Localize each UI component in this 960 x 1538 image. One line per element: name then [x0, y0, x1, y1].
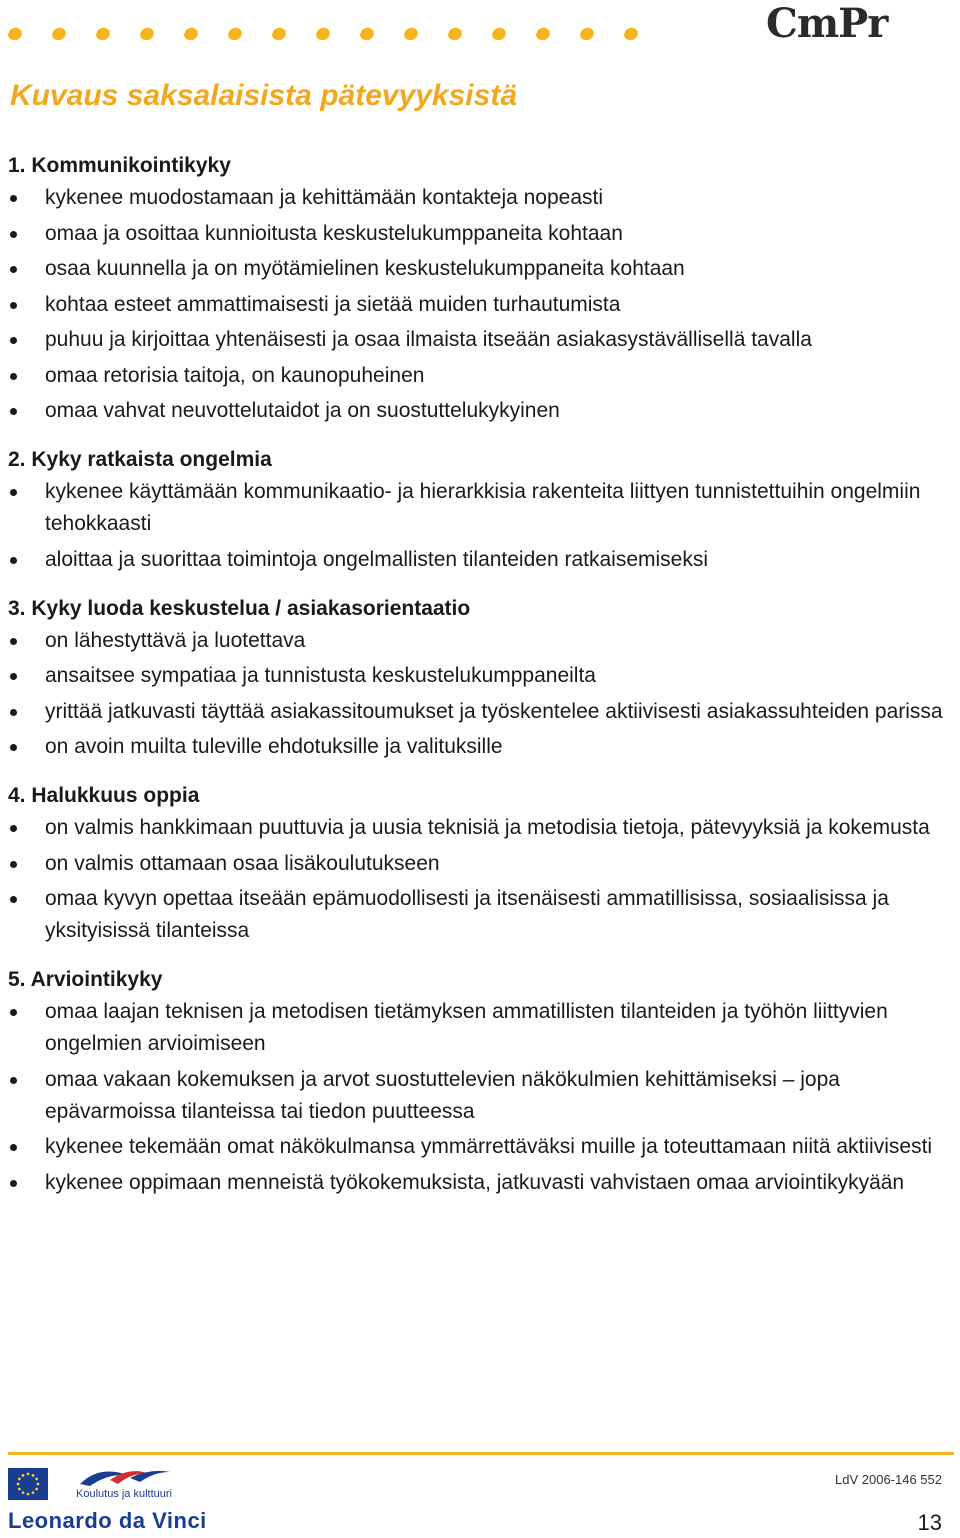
- list-item: omaa laajan teknisen ja metodisen tietämyksen ammatillisten tilanteiden ja työhön liittyvien ongelmien arvioimiseen: [8, 996, 943, 1060]
- footer-divider: [8, 1452, 954, 1455]
- decorative-dot: [446, 26, 464, 42]
- decorative-dot: [358, 26, 376, 42]
- eu-star: [22, 1491, 25, 1494]
- decorative-dot: [314, 26, 332, 42]
- compro-logo: [766, 2, 942, 46]
- decorative-dots: [6, 26, 646, 42]
- bullet-list: [8, 476, 943, 576]
- section: [8, 593, 943, 764]
- section-heading: 3. Kyky luoda keskustelua / asiakasorientaatio: [8, 596, 471, 620]
- list-item: kykenee muodostamaan ja kehittämään kontakteja nopeasti: [8, 182, 943, 214]
- eu-star: [32, 1474, 35, 1477]
- project-code: LdV 2006-146 552: [835, 1472, 942, 1487]
- eu-star: [22, 1474, 25, 1477]
- decorative-dot: [402, 26, 420, 42]
- page-title: Kuvaus saksalaisista pätevyyksistä: [10, 79, 517, 112]
- decorative-dot: [138, 26, 156, 42]
- list-item: kykenee tekemään omat näkökulmansa ymmärrettäväksi muille ja toteuttamaan niitä aktiivisesti: [8, 1131, 943, 1163]
- section-heading: 2. Kyky ratkaista ongelmia: [8, 448, 272, 471]
- section: [8, 150, 943, 427]
- decorative-dot: [490, 26, 508, 42]
- list-item: yrittää jatkuvasti täyttää asiakassitoumukset ja työskentelee aktiivisesti asiakassuhteiden parissa: [8, 696, 943, 728]
- list-item: kykenee käyttämään kommunikaatio- ja hierarkkisia rakenteita liittyen tunnistettuihin ongelmiin tehokkaasti: [8, 476, 943, 540]
- decorative-dot: [578, 26, 596, 42]
- list-item: on valmis hankkimaan puuttuvia ja uusia teknisiä ja metodisia tietoja, pätevyyksiä ja kokemusta: [8, 812, 943, 844]
- eu-star: [27, 1473, 30, 1476]
- bullet-list: [8, 996, 943, 1199]
- bullet-list: [8, 625, 943, 764]
- eu-star: [18, 1488, 21, 1491]
- eu-star: [18, 1478, 21, 1481]
- decorative-dot: [94, 26, 112, 42]
- decorative-dot: [270, 26, 288, 42]
- page-number: 13: [917, 1510, 942, 1535]
- section: [8, 444, 943, 576]
- competence-list: [8, 150, 943, 1216]
- eu-star: [27, 1493, 30, 1496]
- decorative-dot: [50, 26, 68, 42]
- list-item: on avoin muilta tuleville ehdotuksille ja valituksille: [8, 731, 943, 763]
- bullet-list: [8, 812, 943, 947]
- decorative-dot: [182, 26, 200, 42]
- section-heading: 4. Halukkuus oppia: [8, 784, 200, 807]
- list-item: omaa kyvyn opettaa itseään epämuodollisesti ja itsenäisesti ammatillisissa, sosiaalisissa ja yksityisissä tilanteissa: [8, 883, 943, 947]
- eu-star: [35, 1478, 38, 1481]
- eu-flag-icon: [8, 1468, 48, 1500]
- list-item: ansaitsee sympatiaa ja tunnistusta keskustelukumppaneilta: [8, 660, 943, 692]
- program-label: Koulutus ja kulttuuri: [76, 1488, 172, 1500]
- list-item: omaa vakaan kokemuksen ja arvot suostuttelevien näkökulmien kehittämiseksi – jopa epävarmoissa tilanteissa tai tiedon puutteessa: [8, 1064, 943, 1128]
- eu-star: [37, 1483, 40, 1486]
- list-item: kykenee oppimaan menneistä työkokemuksista, jatkuvasti vahvistaen omaa arviointikykyään: [8, 1167, 943, 1199]
- bullet-list: [8, 182, 943, 427]
- list-item: kohtaa esteet ammattimaisesti ja sietää muiden turhautumista: [8, 289, 943, 321]
- list-item: aloittaa ja suorittaa toimintoja ongelmallisten tilanteiden ratkaisemiseksi: [8, 544, 943, 576]
- decorative-dot: [622, 26, 640, 42]
- list-item: on lähestyttävä ja luotettava: [8, 625, 943, 657]
- section-heading: 5. Arviointikyky: [8, 968, 163, 991]
- decorative-dot: [226, 26, 244, 42]
- list-item: osaa kuunnella ja on myötämielinen keskustelukumppaneita kohtaan: [8, 253, 943, 285]
- list-item: omaa vahvat neuvottelutaidot ja on suostuttelukykyinen: [8, 395, 943, 427]
- list-item: on valmis ottamaan osaa lisäkoulutukseen: [8, 848, 943, 880]
- list-item: puhuu ja kirjoittaa yhtenäisesti ja osaa ilmaista itseään asiakasystävällisellä tavalla: [8, 324, 943, 356]
- decorative-dot: [6, 26, 24, 42]
- eu-star: [32, 1491, 35, 1494]
- leonardo-da-vinci-label: Leonardo da Vinci: [8, 1508, 207, 1533]
- eu-star: [17, 1483, 20, 1486]
- section: [8, 964, 943, 1199]
- section: [8, 780, 943, 947]
- decorative-dot: [534, 26, 552, 42]
- list-item: omaa retorisia taitoja, on kaunopuheinen: [8, 360, 943, 392]
- eu-star: [35, 1488, 38, 1491]
- logo-text: CmPr: [766, 0, 888, 47]
- section-heading: 1. Kommunikointikyky: [8, 154, 231, 177]
- list-item: omaa ja osoittaa kunnioitusta keskustelukumppaneita kohtaan: [8, 218, 943, 250]
